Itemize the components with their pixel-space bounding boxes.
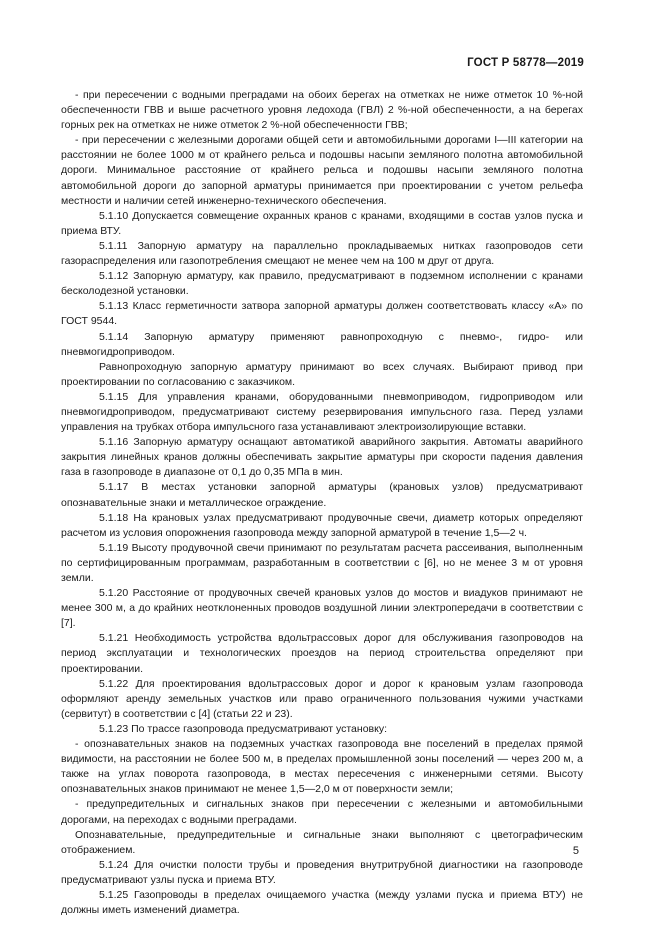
paragraph: 5.1.10 Допускается совмещение охранных кранов с кранами, входящими в состав узлов пуска и приема ВТУ. (61, 209, 583, 237)
paragraph: 5.1.15 Для управления кранами, оборудованными пневмоприводом, гидроприводом или пневмогидроприводом, предусматривают систему резервирования импульсного газа. Перед узлами управления на трубках отбора импульсного газа устанавливают электроизолирующие вставки. (61, 390, 583, 434)
paragraph: 5.1.21 Необходимость устройства вдольтрассовых дорог для обслуживания газопроводов на период эксплуатации и технологических проездов на период строительства определяют при проектировании. (61, 632, 583, 675)
paragraph: 5.1.18 На крановых узлах предусматривают продувочные свечи, диаметр которых определяют расчетом из условия опорожнения газопровода между запорной арматурой в течение 1,5—2 ч. (61, 511, 583, 539)
paragraph: 5.1.13 Класс герметичности затвора запорной арматуры должен соответствовать классу «А» по ГОСТ 9544. (61, 300, 583, 328)
paragraph: 5.1.11 Запорную арматуру на параллельно прокладываемых нитках газопроводов сети газораспределения или газопотребления смещают не менее чем на 100 м друг от друга. (61, 239, 583, 268)
paragraph: 5.1.16 Запорную арматуру оснащают автоматикой аварийного закрытия. Автоматы аварийного закрытия линейных кранов должны обеспечивать закрытие арматуры при скорости падения давления газа в газопроводе в диапазоне от 0,1 до 0,35 МПа в мин. (61, 436, 583, 479)
paragraph: - при пересечении с водными преградами на обоих берегах на отметках не ниже отметок 10 %-ной обеспеченности ГВВ и выше расчетного уровня ледохода (ГВЛ) 2 %-ной обеспеченности, а на берегах горных рек на отметках не ниже отметок 2 %-ной обеспеченности ГВВ; (61, 89, 583, 132)
document-body (61, 88, 583, 918)
page-number: 5 (572, 845, 579, 857)
paragraph: Равнопроходную запорную арматуру принимают во всех случаях. Выбирают привод при проектировании по согласованию с заказчиком. (61, 360, 583, 388)
paragraph: 5.1.24 Для очистки полости трубы и проведения внутритрубной диагностики на газопроводе предусматривают узлы пуска и приема ВТУ. (61, 858, 583, 886)
paragraph: 5.1.19 Высоту продувочной свечи принимают по результатам расчета рассеивания, выполненным по сертифицированным программам, разработанным в соответствии с [6], но не менее 3 м от уровня земли. (61, 541, 583, 584)
paragraph: 5.1.25 Газопроводы в пределах очищаемого участка (между узлами пуска и приема ВТУ) не должны иметь изменений диаметра. (61, 888, 583, 917)
paragraph: 5.1.20 Расстояние от продувочных свечей крановых узлов до мостов и виадуков принимают не менее 300 м, а до крайних неотклоненных проводов воздушной линии электропередачи в соответствии с [7]. (61, 587, 583, 630)
paragraph: Опознавательные, предупредительные и сигнальные знаки выполняют с цветографическим отображением. (61, 828, 583, 856)
paragraph: 5.1.14 Запорную арматуру применяют равнопроходную с пневмо-, гидро- или пневмогидроприводом. (61, 330, 583, 358)
paragraph: 5.1.23 По трассе газопровода предусматривают установку: (99, 722, 387, 735)
paragraph: 5.1.22 Для проектирования вдольтрассовых дорог и дорог к крановым узлам газопровода оформляют аренду земельных участков или право ограниченного пользования чужими участками (сервитут) в соответствии с [4] (статьи 22 и 23). (61, 677, 583, 720)
paragraph: 5.1.17 В местах установки запорной арматуры (крановых узлов) предусматривают опознавательные знаки и металлическое ограждение. (61, 481, 583, 509)
standard-header: ГОСТ Р 58778—2019 (467, 57, 584, 69)
paragraph: 5.1.12 Запорную арматуру, как правило, предусматривают в подземном исполнении с кранами бесколодезной установки. (61, 270, 583, 298)
paragraph: - предупредительных и сигнальных знаков при пересечении с железными и автомобильными дорогами, на переходах с водными преградами. (61, 798, 583, 826)
paragraph: - опознавательных знаков на подземных участках газопровода вне поселений в пределах прямой видимости, на расстоянии не более 500 м, в пределах промышленной зоны поселений — через 200 м, а также на углах поворота газопровода, в местах пересечения с инженерными сетями. Высоту опознавательных знаков принимают не менее 1,5—2,0 м от поверхности земли; (61, 738, 583, 796)
paragraph: - при пересечении с железными дорогами общей сети и автомобильными дорогами I—III категории на расстоянии не более 1000 м от крайнего рельса и подошвы насыпи земляного полотна автомобильной дороги. Минимальное расстояние от крайнего рельса и подошвы насыпи земляного полотна автомобильной дороги до запорной арматуры принимается при проектировании с учетом рельефа местности и наличии сетей инженерно-технического обеспечения. (61, 134, 583, 207)
